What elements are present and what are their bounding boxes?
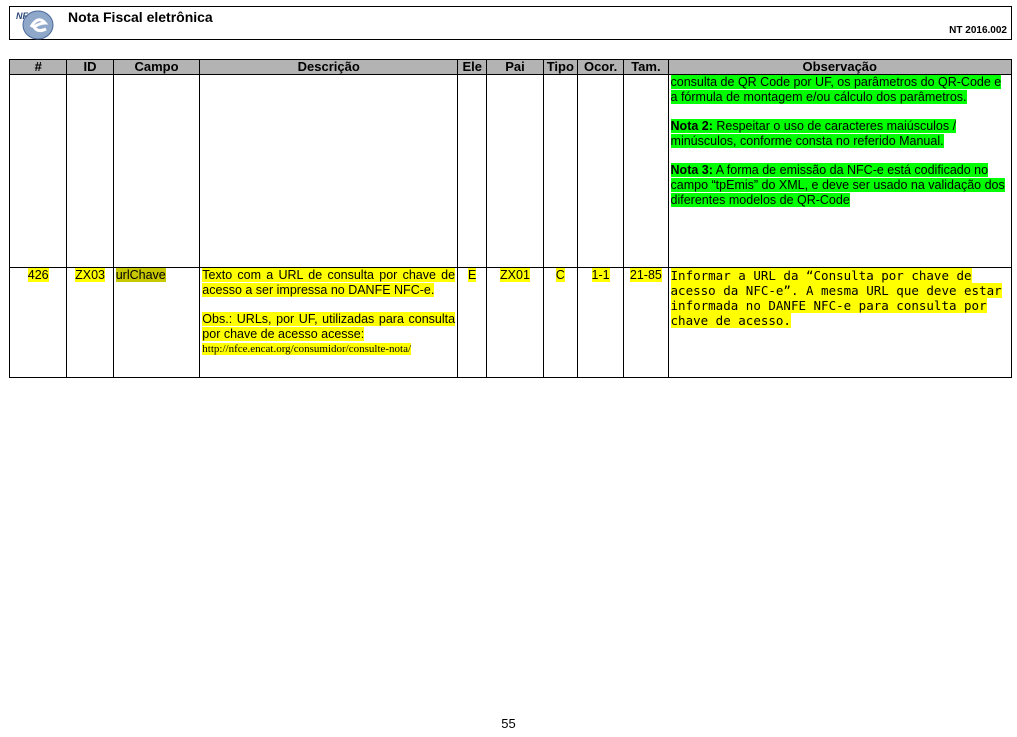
- document-reference: NT 2016.002: [949, 25, 1007, 36]
- column-header: Campo: [113, 60, 200, 75]
- document-title: Nota Fiscal eletrônica: [68, 9, 213, 25]
- column-header: Pai: [487, 60, 543, 75]
- cell-empty: [624, 75, 668, 268]
- descricao-obs: Obs.: URLs, por UF, utilizadas para consulta por chave de acesso acesse:: [202, 312, 456, 341]
- cell-observacao: [668, 75, 1011, 268]
- cell-empty: [543, 75, 577, 268]
- cell-tam: 21-85: [629, 268, 662, 282]
- obs-intro-text: consulta de QR Code por UF, os parâmetros do QR-Code e a fórmula de montagem e/ou cálculo dos parâmetros.: [670, 75, 1002, 104]
- cell-ele: E: [468, 268, 477, 282]
- cell-empty: [113, 75, 200, 268]
- cell-campo: urlChave: [115, 268, 166, 282]
- column-header: #: [10, 60, 67, 75]
- field-spec-table: [9, 59, 1012, 378]
- cell-empty: [10, 75, 67, 268]
- column-header: Ele: [458, 60, 487, 75]
- table-header-row: [10, 60, 1012, 75]
- cell-empty: [458, 75, 487, 268]
- cell-pai: ZX01: [500, 268, 530, 282]
- table-row: [10, 75, 1012, 268]
- nota3-label: Nota 3:: [670, 163, 713, 177]
- cell-empty: [67, 75, 113, 268]
- nota3-text: A forma de emissão da NFC-e está codificado no campo “tpEmis” do XML, e deve ser usado na validação dos diferentes modelos de QR-Code: [670, 163, 1005, 207]
- nota2-label: Nota 2:: [670, 119, 713, 133]
- cell-id: ZX03: [75, 268, 105, 282]
- svg-text:NF: NF: [16, 11, 28, 21]
- column-header: Ocor.: [577, 60, 623, 75]
- document-header: [9, 6, 1012, 40]
- column-header: ID: [67, 60, 113, 75]
- descricao-url: http://nfce.encat.org/consumidor/consulte-nota/: [202, 343, 412, 355]
- column-header: Tam.: [624, 60, 668, 75]
- cell-descricao: [200, 268, 458, 378]
- nfe-logo-icon: [14, 7, 60, 41]
- cell-observacao-text: Informar a URL da “Consulta por chave de acesso da NFC-e”. A mesma URL que deve estar informada no DANFE NFC-e para consulta por chave de acesso.: [670, 268, 1002, 328]
- descricao-text: Texto com a URL de consulta por chave de acesso a ser impressa no DANFE NFC-e.: [202, 268, 456, 297]
- column-header: Observação: [668, 60, 1011, 75]
- page-number: 55: [501, 716, 516, 731]
- cell-empty: [487, 75, 543, 268]
- table-row: [10, 268, 1012, 378]
- cell-num: 426: [27, 268, 49, 282]
- cell-tipo: C: [555, 268, 565, 282]
- column-header: Descrição: [200, 60, 458, 75]
- cell-empty: [200, 75, 458, 268]
- cell-empty: [577, 75, 623, 268]
- column-header: Tipo: [543, 60, 577, 75]
- cell-ocor: 1-1: [591, 268, 610, 282]
- nota2-text: Respeitar o uso de caracteres maiúsculos / minúsculos, conforme consta no referido Manual.: [670, 119, 957, 148]
